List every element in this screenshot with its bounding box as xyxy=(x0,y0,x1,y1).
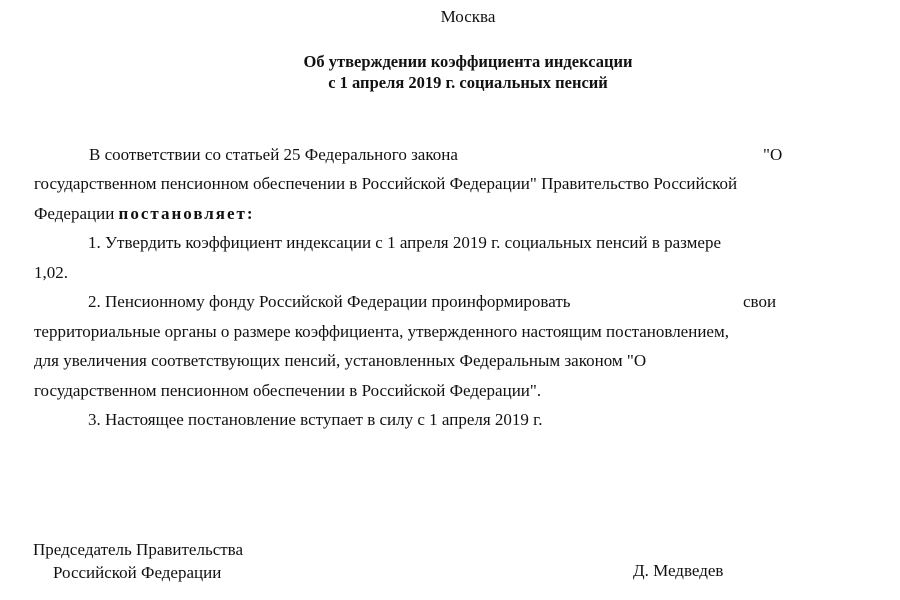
preamble-line-1a: В соответствии со статьей 25 Федерального закона xyxy=(89,145,458,164)
signatory-name: Д. Медведев xyxy=(633,561,724,580)
item-1-line-1: 1. Утвердить коэффициент индексации с 1 апреля 2019 г. социальных пенсий в размере xyxy=(88,233,721,252)
position-line-2: Российской Федерации xyxy=(53,563,222,582)
city-heading: Москва xyxy=(440,7,496,26)
title-line-2: с 1 апреля 2019 г. социальных пенсий xyxy=(328,73,608,92)
signatory-position xyxy=(33,538,243,584)
position-line-1: Председатель Правительства xyxy=(33,540,244,559)
document-body xyxy=(34,140,884,460)
preamble-line-1b: "О xyxy=(763,145,783,164)
item-2-line-2: территориальные органы о размере коэффициента, утвержденного настоящим постановлением, xyxy=(34,322,729,341)
preamble-line-2: государственном пенсионном обеспечении в Российской Федерации" Правительство Российской xyxy=(34,174,738,193)
resolves-word: постановляет: xyxy=(118,204,255,223)
item-2-line-3: для увеличения соответствующих пенсий, установленных Федеральным законом "О xyxy=(34,351,647,370)
item-3-line-1: 3. Настоящее постановление вступает в силу с 1 апреля 2019 г. xyxy=(88,410,543,429)
title-line-1: Об утверждении коэффициента индексации xyxy=(303,52,633,71)
item-2-line-1b: свои xyxy=(743,292,777,311)
item-2-line-4: государственном пенсионном обеспечении в Российской Федерации". xyxy=(34,381,542,400)
document-title xyxy=(18,51,900,93)
item-1-line-2: 1,02. xyxy=(34,263,68,282)
preamble-line-3 xyxy=(34,199,255,229)
item-2-line-1a: 2. Пенсионному фонду Российской Федерации проинформировать xyxy=(88,292,571,311)
preamble-line-3a: Федерации xyxy=(34,204,115,223)
